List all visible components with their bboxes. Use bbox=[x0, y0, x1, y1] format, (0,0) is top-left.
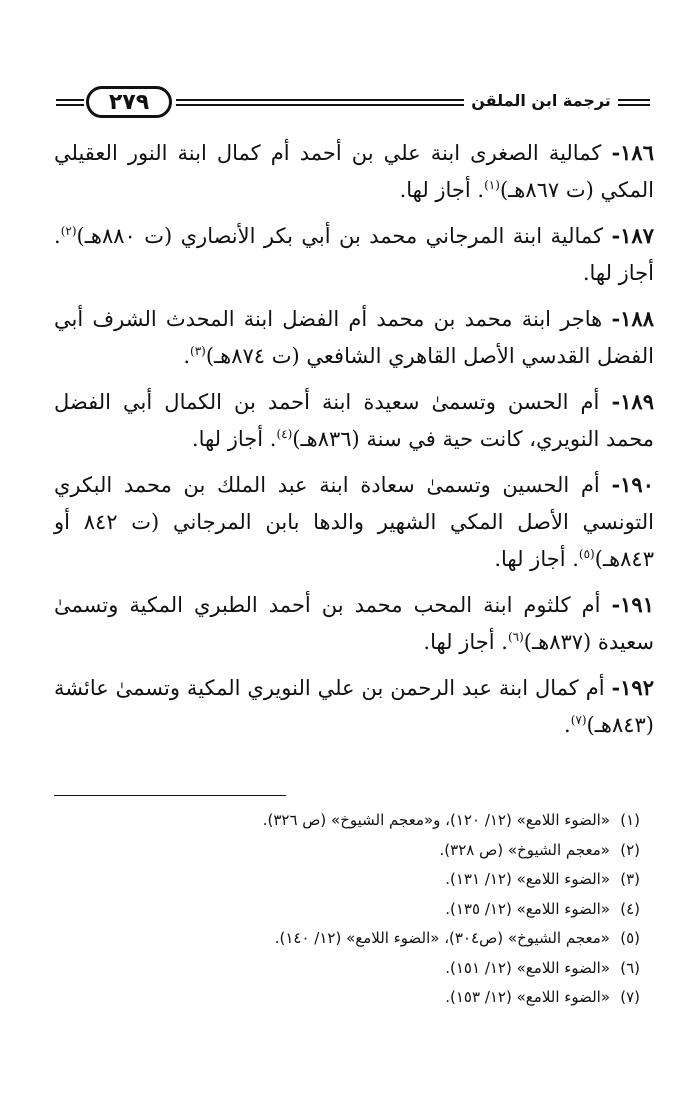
entry-number: ١٩٢- bbox=[611, 675, 654, 700]
entry-tail: . أجاز لها. bbox=[54, 224, 654, 285]
entry-192 bbox=[54, 669, 654, 744]
footnote-ref: (٥) bbox=[578, 547, 595, 561]
footnote-text: «الضوء اللامع» (١٢/ ١٣٥). bbox=[445, 899, 610, 918]
entry-190 bbox=[54, 466, 654, 578]
entry-number: ١٨٨- bbox=[611, 306, 654, 331]
entry-number: ١٨٦- bbox=[611, 140, 654, 165]
footnote-5 bbox=[180, 924, 640, 954]
footnote-text: «معجم الشيوخ» (ص ٣٢٨). bbox=[439, 840, 610, 859]
entry-tail: . أجاز لها. bbox=[494, 547, 579, 571]
entry-189 bbox=[54, 383, 654, 458]
running-title: ترجمة ابن الملقن bbox=[471, 91, 611, 110]
footnote-ref: (٦) bbox=[507, 630, 524, 644]
footnote-ref: (٧) bbox=[570, 713, 587, 727]
footnote-6 bbox=[180, 954, 640, 984]
entry-tail: . أجاز لها. bbox=[399, 178, 485, 202]
footnote-mark: (٦) bbox=[620, 958, 640, 977]
entry-tail: . bbox=[183, 344, 190, 368]
entry-text: أم الحسين وتسمىٰ سعادة ابنة عبد الملك بن محمد البكري التونسي الأصل المكي الشهير والدها بابن المرجاني (ت ٨٤٢ أو ٨٤٣هـ) bbox=[54, 473, 654, 571]
entry-number: ١٨٩- bbox=[611, 389, 654, 414]
footnote-ref: (٢) bbox=[60, 224, 77, 238]
entry-text: كمالية الصغرى ابنة علي بن أحمد أم كمال ابنة النور العقيلي المكي (ت ٨٦٧هـ) bbox=[54, 141, 654, 202]
page-header bbox=[56, 84, 650, 120]
footnote-mark: (٢) bbox=[620, 840, 640, 859]
footnote-text: «الضوء اللامع» (١٢/ ١٣١). bbox=[445, 870, 610, 888]
footnote-ref: (٤) bbox=[276, 427, 293, 441]
entry-text: أم كلثوم ابنة المحب محمد بن أحمد الطبري المكية وتسمىٰ سعيدة (٨٣٧هـ) bbox=[54, 593, 654, 654]
footnote-3 bbox=[180, 865, 640, 895]
footnote-text: «الضوء اللامع» (١٢/ ١٥٣). bbox=[445, 988, 610, 1006]
entry-text: أم الحسن وتسمىٰ سعيدة ابنة أحمد بن الكمال أبي الفضل محمد النويري، كانت حية في سنة (٨٣٦هـ) bbox=[54, 390, 654, 451]
footnote-text: «الضوء اللامع» (١٢/ ١٢٠)، و«معجم الشيوخ» (ص ٣٢٦). bbox=[262, 811, 610, 829]
entry-186 bbox=[54, 134, 654, 209]
entry-text: أم كمال ابنة عبد الرحمن بن علي النويري المكية وتسمىٰ عائشة (٨٤٣هـ) bbox=[54, 676, 654, 737]
entry-tail: . أجاز لها. bbox=[423, 630, 508, 654]
header-rule-right bbox=[618, 99, 650, 106]
entry-number: ١٩١- bbox=[611, 592, 654, 617]
entry-tail: . أجاز لها. bbox=[191, 427, 277, 451]
footnote-mark: (٧) bbox=[620, 988, 640, 1006]
header-rule-middle bbox=[176, 99, 464, 106]
entry-text: كمالية ابنة المرجاني محمد بن أبي بكر الأنصاري (ت ٨٨٠هـ) bbox=[76, 224, 612, 248]
entry-number: ١٨٧- bbox=[611, 223, 654, 248]
footnote-text: «معجم الشيوخ» (ص٣٠٤)، «الضوء اللامع» (١٢/ ١٤٠). bbox=[274, 929, 610, 947]
entry-187 bbox=[54, 217, 654, 292]
footnote-1 bbox=[180, 806, 640, 836]
entry-tail: . bbox=[564, 713, 571, 737]
footnote-2 bbox=[180, 836, 640, 866]
footnote-mark: (٥) bbox=[620, 929, 640, 947]
footnote-text: «الضوء اللامع» (١٢/ ١٥١). bbox=[445, 958, 610, 977]
footnote-separator bbox=[54, 795, 286, 796]
entry-number: ١٩٠- bbox=[611, 472, 654, 497]
footnotes-list bbox=[180, 806, 640, 1013]
footnote-7 bbox=[180, 983, 640, 1013]
entries-list bbox=[54, 134, 654, 752]
footnote-ref: (١) bbox=[484, 178, 500, 192]
footnote-4 bbox=[180, 895, 640, 925]
entry-188 bbox=[54, 300, 654, 375]
footnote-ref: (٣) bbox=[190, 344, 206, 358]
footnote-mark: (١) bbox=[620, 811, 640, 829]
page-number: ٢٧٩ bbox=[86, 86, 172, 118]
footnote-mark: (٣) bbox=[620, 870, 640, 888]
entry-191 bbox=[54, 586, 654, 661]
entry-text: هاجر ابنة محمد بن محمد أم الفضل ابنة المحدث الشرف أبي الفضل القدسي الأصل القاهري الشافعي (ت ٨٧٤هـ) bbox=[54, 307, 654, 368]
footnote-mark: (٤) bbox=[620, 899, 640, 918]
header-rule-left bbox=[56, 99, 84, 106]
